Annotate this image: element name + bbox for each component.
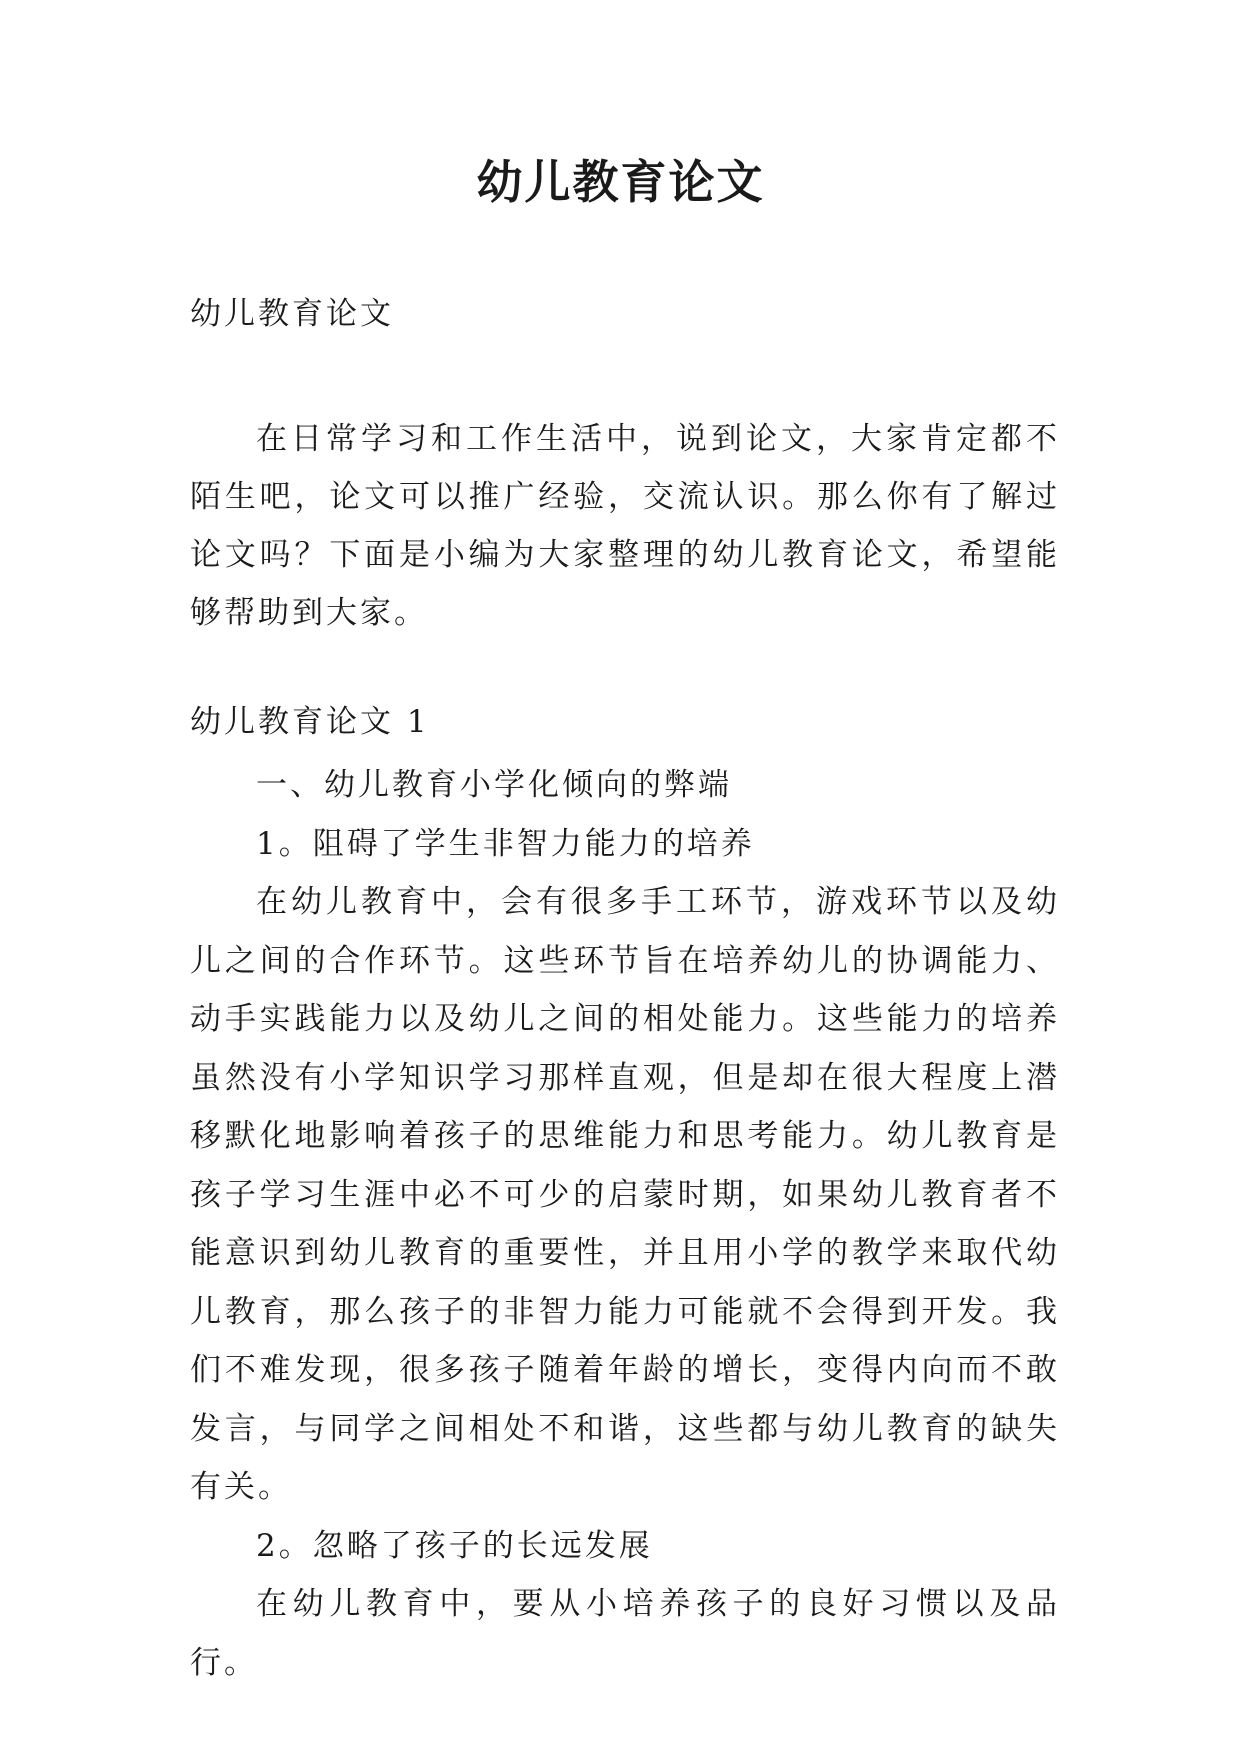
body-paragraph-partial: 在幼儿教育中，要从小培养孩子的良好习惯以及品行。 (190, 1586, 1060, 1681)
section-content (190, 756, 1060, 1692)
heading-point-1: 1。阻碍了学生非智力能力的培养 (256, 825, 755, 862)
section-title: 幼儿教育论文 1 (190, 704, 430, 740)
document-subtitle: 幼儿教育论文 (190, 296, 394, 332)
body-paragraph: 在幼儿教育中，会有很多手工环节，游戏环节以及幼儿之间的合作环节。这些环节旨在培养幼儿的协调能力、动手实践能力以及幼儿之间的相处能力。这些能力的培养虽然没有小学知识学习那样直观，但是却在很大程度上潜移默化地影响着孩子的思维能力和思考能力。幼儿教育是孩子学习生涯中必不可少的启蒙时期，如果幼儿教育者不能意识到幼儿教育的重要性，并且用小学的教学来取代幼儿教育，那么孩子的非智力能力可能就不会得到开发。我们不难发现，很多孩子随着年龄的增长，变得内向而不敢发言，与同学之间相处不和谐，这些都与幼儿教育的缺失有关。 (190, 884, 1060, 1505)
heading-point-2: 2。忽略了孩子的长远发展 (256, 1527, 653, 1564)
document-title: 幼儿教育论文 (476, 155, 765, 209)
intro-paragraph: 在日常学习和工作生活中，说到论文，大家肯定都不陌生吧，论文可以推广经验，交流认识。那么你有了解过论文吗？下面是小编为大家整理的幼儿教育论文，希望能够帮助到大家。 (190, 421, 1060, 631)
heading-drawbacks: 一、幼儿教育小学化倾向的弊端 (256, 767, 732, 803)
